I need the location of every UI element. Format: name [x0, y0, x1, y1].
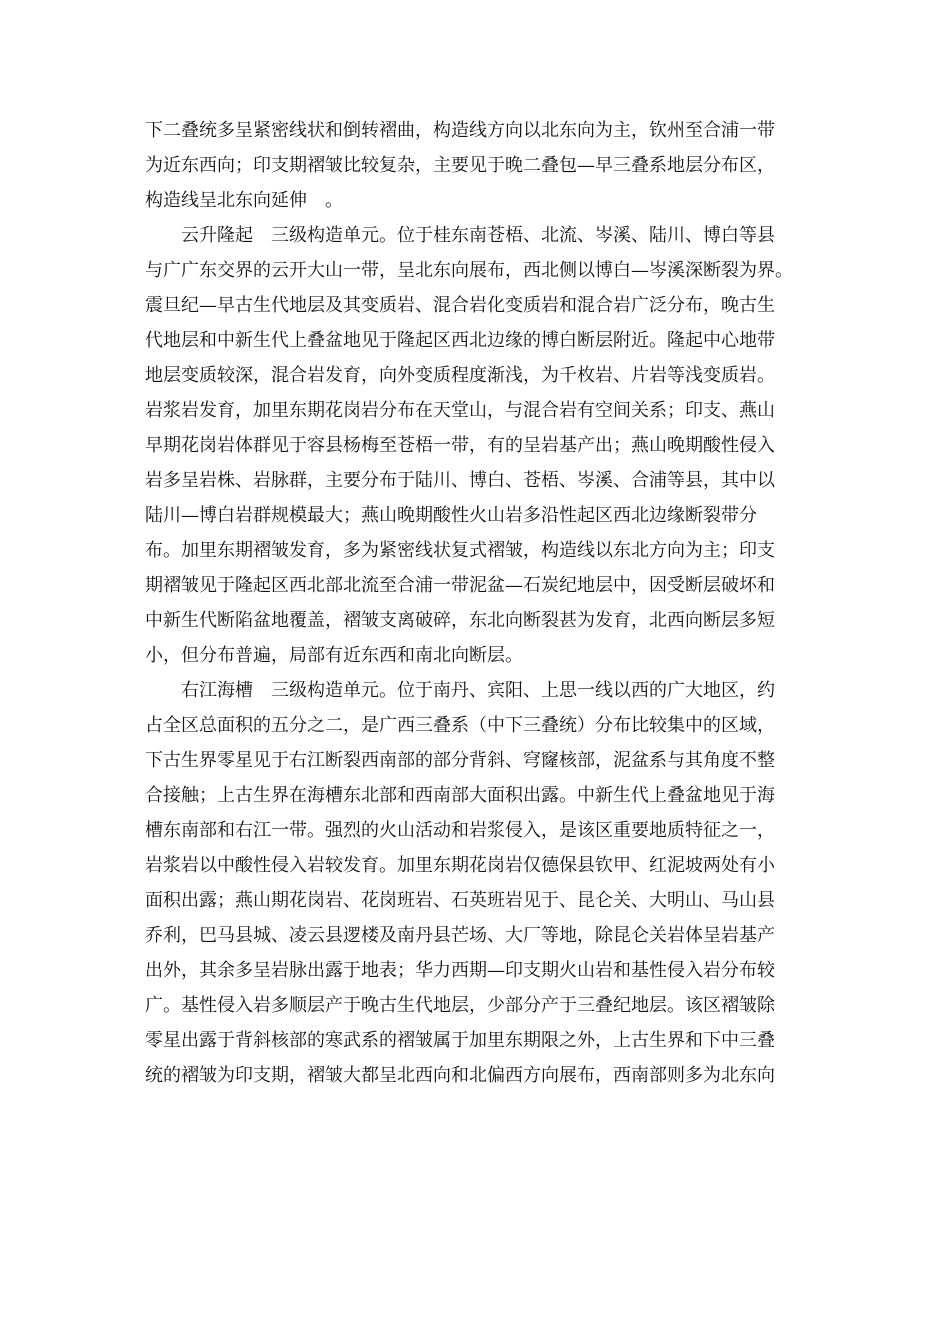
text-line: 统的褶皱为印支期，褶皱大都呈北西向和北偏西方向展布，西南部则多为北东向: [145, 1065, 775, 1086]
text-line: 岩多呈岩株、岩脉群，主要分布于陆川、博白、苍梧、岑溪、合浦等县，其中以: [145, 470, 775, 491]
text-line: 中新生代断陷盆地覆盖，褶皱支离破碎，东北向断裂甚为发育，北西向断层多短: [145, 610, 775, 631]
text-line: 期褶皱见于隆起区西北部北流至合浦一带泥盆—石炭纪地层中，因受断层破坏和: [145, 575, 775, 596]
text-line: 下二叠统多呈紧密线状和倒转褶曲，构造线方向以北东向为主，钦州至合浦一带: [145, 120, 775, 141]
text-line: 地层变质较深，混合岩发育，向外变质程度渐浅，为千枚岩、片岩等浅变质岩。: [145, 365, 775, 386]
text-line: 合接触；上古生界在海槽东北部和西南部大面积出露。中新生代上叠盆地见于海: [145, 785, 775, 806]
text-line: 早期花岗岩体群见于容县杨梅至苍梧一带，有的呈岩基产出；燕山晚期酸性侵入: [145, 435, 775, 456]
text-line: 下古生界零星见于右江断裂西南部的部分背斜、穹窿核部，泥盆系与其角度不整: [145, 750, 775, 771]
text-line: 陆川—博白岩群规模最大；燕山晚期酸性火山岩多沿性起区西北边缘断裂带分: [145, 505, 757, 526]
text-line: 与广广东交界的云开大山一带，呈北东向展布，西北侧以博白—岑溪深断裂为界。: [145, 260, 793, 281]
text-line: 构造线呈北东向延伸 。: [145, 190, 343, 211]
text-line: 岩浆岩以中酸性侵入岩较发育。加里东期花岗岩仅德保县钦甲、红泥坡两处有小: [145, 855, 775, 876]
text-line: 代地层和中新生代上叠盆地见于隆起区西北边缘的博白断层附近。隆起中心地带: [145, 330, 775, 351]
text-line: 面积出露；燕山期花岗岩、花岗班岩、石英班岩见于、昆仑关、大明山、马山县: [145, 890, 775, 911]
body-text: [145, 113, 810, 1093]
text-line: 乔利，巴马县城、凌云县逻楼及南丹县芒场、大厂等地，除昆仑关岩体呈岩基产: [145, 925, 775, 946]
text-line: 出外，其余多呈岩脉出露于地表；华力西期—印支期火山岩和基性侵入岩分布较: [145, 960, 775, 981]
text-line: 小，但分布普遍，局部有近东西和南北向断层。: [145, 645, 523, 666]
text-line: 零星出露于背斜核部的寒武系的褶皱属于加里东期限之外，上古生界和下中三叠: [145, 1030, 775, 1051]
text-line: 震旦纪—早古生代地层及其变质岩、混合岩化变质岩和混合岩广泛分布，晚古生: [145, 295, 775, 316]
text-line: 广。基性侵入岩多顺层产于晚古生代地层，少部分产于三叠纪地层。该区褶皱除: [145, 995, 775, 1016]
text-line: 云升隆起 三级构造单元。位于桂东南苍梧、北流、岑溪、陆川、博白等县: [181, 225, 775, 246]
text-line: 布。加里东期褶皱发育，多为紧密线状复式褶皱，构造线以东北方向为主；印支: [145, 540, 775, 561]
text-line: 岩浆岩发育，加里东期花岗岩分布在天堂山，与混合岩有空间关系；印支、燕山: [145, 400, 775, 421]
text-line: 为近东西向；印支期褶皱比较复杂，主要见于晚二叠包—早三叠系地层分布区，: [145, 155, 775, 176]
text-line: 占全区总面积的五分之二，是广西三叠系（中下三叠统）分布比较集中的区域，: [145, 715, 775, 736]
text-line: 槽东南部和右江一带。强烈的火山活动和岩浆侵入，是该区重要地质特征之一，: [145, 820, 775, 841]
text-line: 右江海槽 三级构造单元。位于南丹、宾阳、上思一线以西的广大地区，约: [181, 680, 775, 701]
